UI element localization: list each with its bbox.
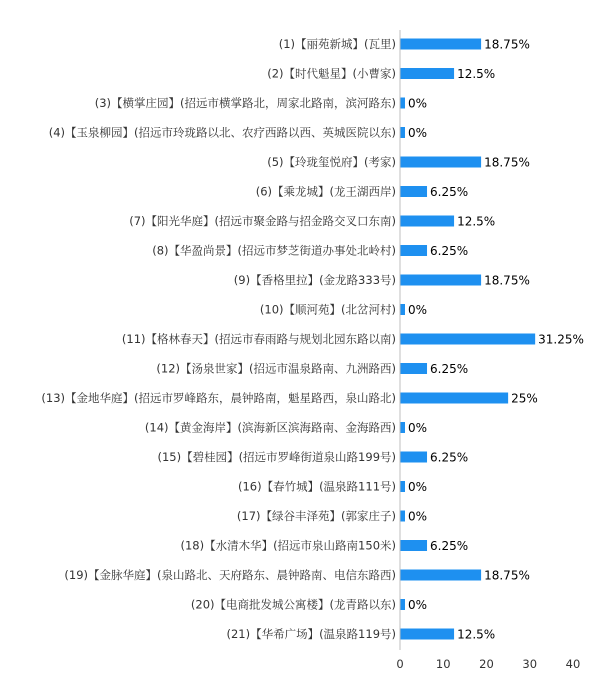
value-label: 18.75%	[484, 273, 530, 288]
bar	[400, 157, 481, 168]
bar-row	[267, 67, 495, 82]
category-label: (4)【玉泉柳园】(招远市玲珑路以北、农疗西路以西、英城医院以东)	[48, 125, 396, 140]
x-tick-label: 0	[396, 657, 404, 671]
bar	[400, 629, 454, 640]
bar-row	[157, 450, 468, 465]
x-tick-label: 20	[479, 657, 494, 671]
bar-row	[156, 362, 468, 377]
category-label: (5)【玲珑玺悦府】(考家)	[267, 155, 396, 169]
value-label: 12.5%	[457, 627, 496, 642]
bar	[400, 393, 508, 404]
bar	[400, 39, 481, 50]
value-label: 6.25%	[430, 244, 469, 258]
bar-row	[267, 155, 530, 170]
bar-row	[41, 391, 537, 406]
category-label: (1)【丽苑新城】(瓦里)	[278, 37, 396, 51]
bar-row	[256, 185, 468, 200]
bar	[400, 540, 427, 551]
bar	[400, 511, 405, 522]
value-label: 6.25%	[430, 450, 469, 465]
category-label: (14)【黄金海岸】(滨海新区滨海路南、金海路西)	[144, 420, 396, 435]
category-label: (20)【电商批发城公寓楼】(龙青路以东)	[190, 597, 396, 612]
x-tick-label: 10	[435, 657, 451, 671]
value-label: 18.75%	[484, 568, 530, 583]
bar-row	[95, 96, 427, 111]
category-label: (9)【香格里拉】(金龙路333号)	[233, 273, 396, 287]
bar-row	[234, 273, 530, 288]
bar	[400, 452, 427, 463]
x-tick-label: 30	[522, 657, 538, 671]
category-label: (3)【横掌庄园】(招远市横掌路北，周家北路南，滨河路东)	[94, 96, 396, 110]
category-label: (17)【绿谷丰泽苑】(郭家庄子)	[236, 509, 396, 523]
bar-row	[260, 303, 427, 318]
value-label: 0%	[408, 96, 428, 111]
bar	[400, 127, 405, 138]
bar-row	[191, 598, 427, 613]
bar	[400, 363, 427, 374]
bar-row	[49, 126, 427, 141]
bar-row	[122, 332, 584, 347]
category-label: (21)【华希广场】(温泉路119号)	[226, 627, 396, 641]
category-label: (12)【汤泉世家】(招远市温泉路南、九洲路西)	[156, 361, 396, 376]
category-label: (8)【华盈尚景】(招远市梦芝街道办事处北岭村)	[152, 243, 396, 258]
value-label: 12.5%	[457, 214, 496, 229]
category-label: (15)【碧桂园】(招远市罗峰街道泉山路199号)	[157, 450, 396, 464]
value-label: 0%	[408, 509, 428, 524]
bar-row	[237, 509, 427, 524]
value-label: 6.25%	[430, 539, 469, 553]
value-label: 18.75%	[484, 37, 530, 52]
value-label: 31.25%	[538, 332, 584, 347]
bar	[400, 334, 535, 345]
x-tick-label: 40	[565, 657, 581, 671]
value-label: 6.25%	[430, 362, 469, 376]
bars-layer	[41, 37, 584, 642]
value-label: 0%	[408, 126, 428, 140]
bar-row	[279, 37, 530, 52]
bar	[400, 245, 427, 256]
value-label: 0%	[408, 598, 428, 612]
bar-row	[64, 568, 529, 583]
value-label: 25%	[511, 391, 538, 406]
bar-row	[145, 421, 427, 436]
bar	[400, 216, 454, 227]
category-label: (6)【乘龙城】(龙王湖西岸)	[255, 184, 396, 199]
bar	[400, 186, 427, 197]
category-label: (18)【水清木华】(招远市泉山路南150米)	[180, 538, 396, 553]
bar	[400, 68, 454, 79]
bar	[400, 422, 405, 433]
category-label: (19)【金脉华庭】(泉山路北、天府路东、晨钟路南、电信东路西)	[64, 568, 396, 582]
value-label: 18.75%	[484, 155, 530, 170]
bar-row	[180, 539, 468, 554]
category-label: (7)【阳光华庭】(招远市聚金路与招金路交叉口东南)	[129, 214, 396, 228]
bar	[400, 481, 405, 492]
bar	[400, 570, 481, 581]
value-label: 0%	[408, 421, 428, 435]
category-label: (10)【顺河苑】(北岔河村)	[259, 302, 396, 317]
value-label: 0%	[408, 480, 428, 494]
bar-row	[238, 480, 427, 495]
category-label: (16)【春竹城】(温泉路111号)	[237, 479, 396, 494]
bar	[400, 98, 405, 109]
category-label: (13)【金地华庭】(招远市罗峰路东，晨钟路南，魁星路西，泉山路北)	[41, 391, 396, 405]
value-label: 6.25%	[430, 185, 469, 199]
value-label: 12.5%	[457, 67, 496, 81]
value-label: 0%	[408, 303, 428, 317]
category-label: (2)【时代魁星】(小曹家)	[267, 66, 396, 81]
bar-row	[226, 627, 495, 642]
bar	[400, 304, 405, 315]
x-axis-ticks	[396, 657, 580, 671]
category-label: (11)【格林春天】(招远市春雨路与规划北园东路以南)	[121, 332, 396, 346]
bar	[400, 275, 481, 286]
bar	[400, 599, 405, 610]
bar-row	[152, 244, 468, 259]
bar-row	[129, 214, 495, 229]
